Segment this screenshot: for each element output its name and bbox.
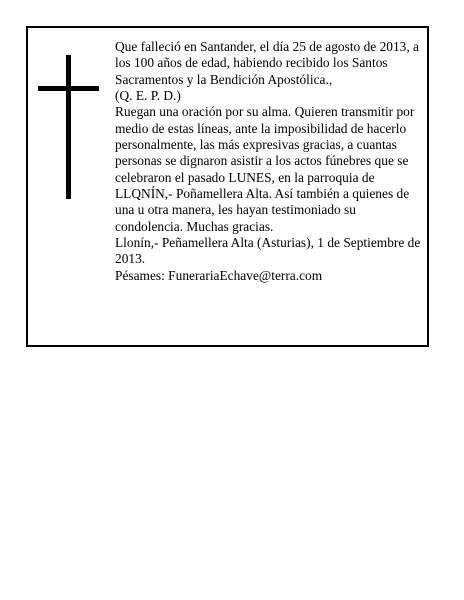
cross-vertical-bar xyxy=(66,55,71,199)
cross-horizontal-bar xyxy=(38,86,99,91)
notice-text xyxy=(115,39,423,284)
condolences-email: Pésames: FunerariaEchave@terra.com xyxy=(115,267,323,283)
gratitude-paragraph: Ruegan una oración por su alma. Quieren transmitir por medio de estas líneas, ante la imposibilidad de hacerlo personalmente, las más expresivas gracias, a cuantas personas se dignaron asistir a los actos fúnebres que se celebraron el pasado LUNES, en la parroquia de LLQNÍN,- Poñamellera Alta. Así también a quienes de una u otra manera, les hayan testimoniado su condolencia. Muchas gracias. xyxy=(115,104,415,234)
death-announcement: Que falleció en Santander, el día 25 de agosto de 2013, a los 100 años de edad, habiendo recibido los Santos Sacramentos y la Bendición Apostólica., xyxy=(115,39,419,87)
cross-icon xyxy=(38,55,99,199)
rip-line: (Q. E. P. D.) xyxy=(115,88,181,104)
place-date-line: Llonín,- Peñamellera Alta (Asturias), 1 de Septiembre de 2013. xyxy=(115,235,421,267)
obituary-notice xyxy=(26,26,429,347)
